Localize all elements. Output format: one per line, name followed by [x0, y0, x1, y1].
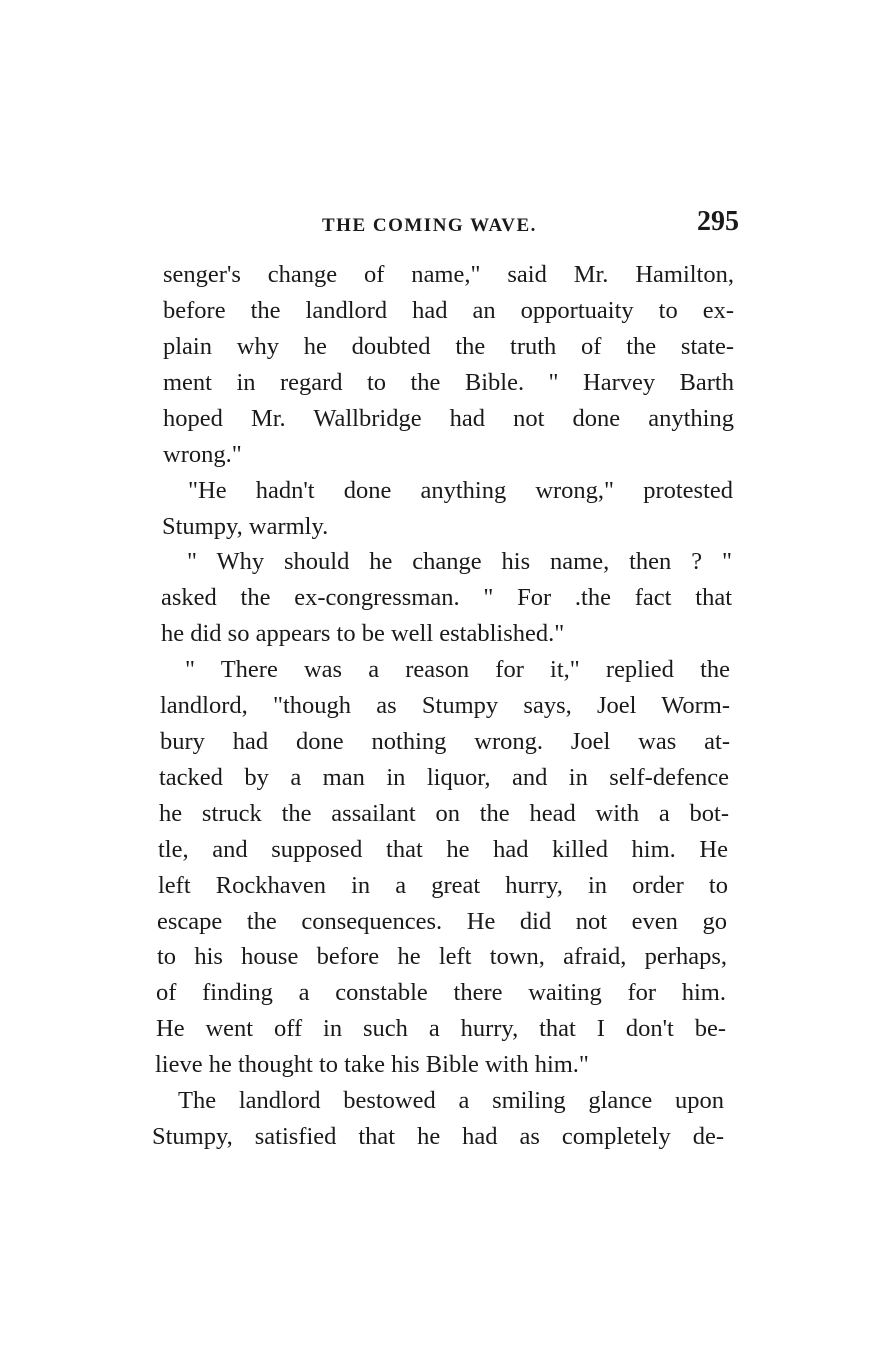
- text-line: " Why should he change his name, then ? ": [187, 548, 732, 575]
- text-line: to his house before he left town, afraid, perhaps,: [157, 943, 727, 970]
- text-line: bury had done nothing wrong. Joel was at-: [160, 728, 730, 755]
- text-line: tacked by a man in liquor, and in self-defence: [159, 764, 729, 791]
- text-line: wrong.": [163, 441, 242, 468]
- text-line: plain why he doubted the truth of the state-: [163, 333, 734, 360]
- text-line: hoped Mr. Wallbridge had not done anything: [163, 405, 734, 432]
- text-line: escape the consequences. He did not even go: [157, 908, 727, 935]
- text-line: Stumpy, satisfied that he had as completely de-: [152, 1123, 724, 1150]
- running-head: THE COMING WAVE.: [322, 215, 537, 236]
- text-line: asked the ex-congressman. " For .the fact that: [161, 584, 732, 611]
- text-line: left Rockhaven in a great hurry, in order to: [158, 872, 728, 899]
- text-line: he did so appears to be well established.": [161, 620, 565, 647]
- text-line: He went off in such a hurry, that I don't be-: [156, 1015, 726, 1042]
- text-line: lieve he thought to take his Bible with him.": [155, 1051, 589, 1078]
- text-line: senger's change of name," said Mr. Hamilton,: [163, 261, 734, 288]
- text-line: of finding a constable there waiting for him.: [156, 979, 726, 1006]
- text-line: Stumpy, warmly.: [162, 513, 329, 540]
- text-line: The landlord bestowed a smiling glance upon: [178, 1087, 724, 1114]
- text-line: landlord, "though as Stumpy says, Joel Worm-: [160, 692, 730, 719]
- text-line: ment in regard to the Bible. " Harvey Barth: [163, 369, 734, 396]
- text-line: tle, and supposed that he had killed him. He: [158, 836, 728, 863]
- page-number: 295: [697, 206, 739, 237]
- text-line: before the landlord had an opportuaity to ex-: [163, 297, 734, 324]
- text-line: " There was a reason for it," replied the: [185, 656, 730, 683]
- text-line: he struck the assailant on the head with a bot-: [159, 800, 729, 827]
- text-line: "He hadn't done anything wrong," protested: [188, 477, 733, 504]
